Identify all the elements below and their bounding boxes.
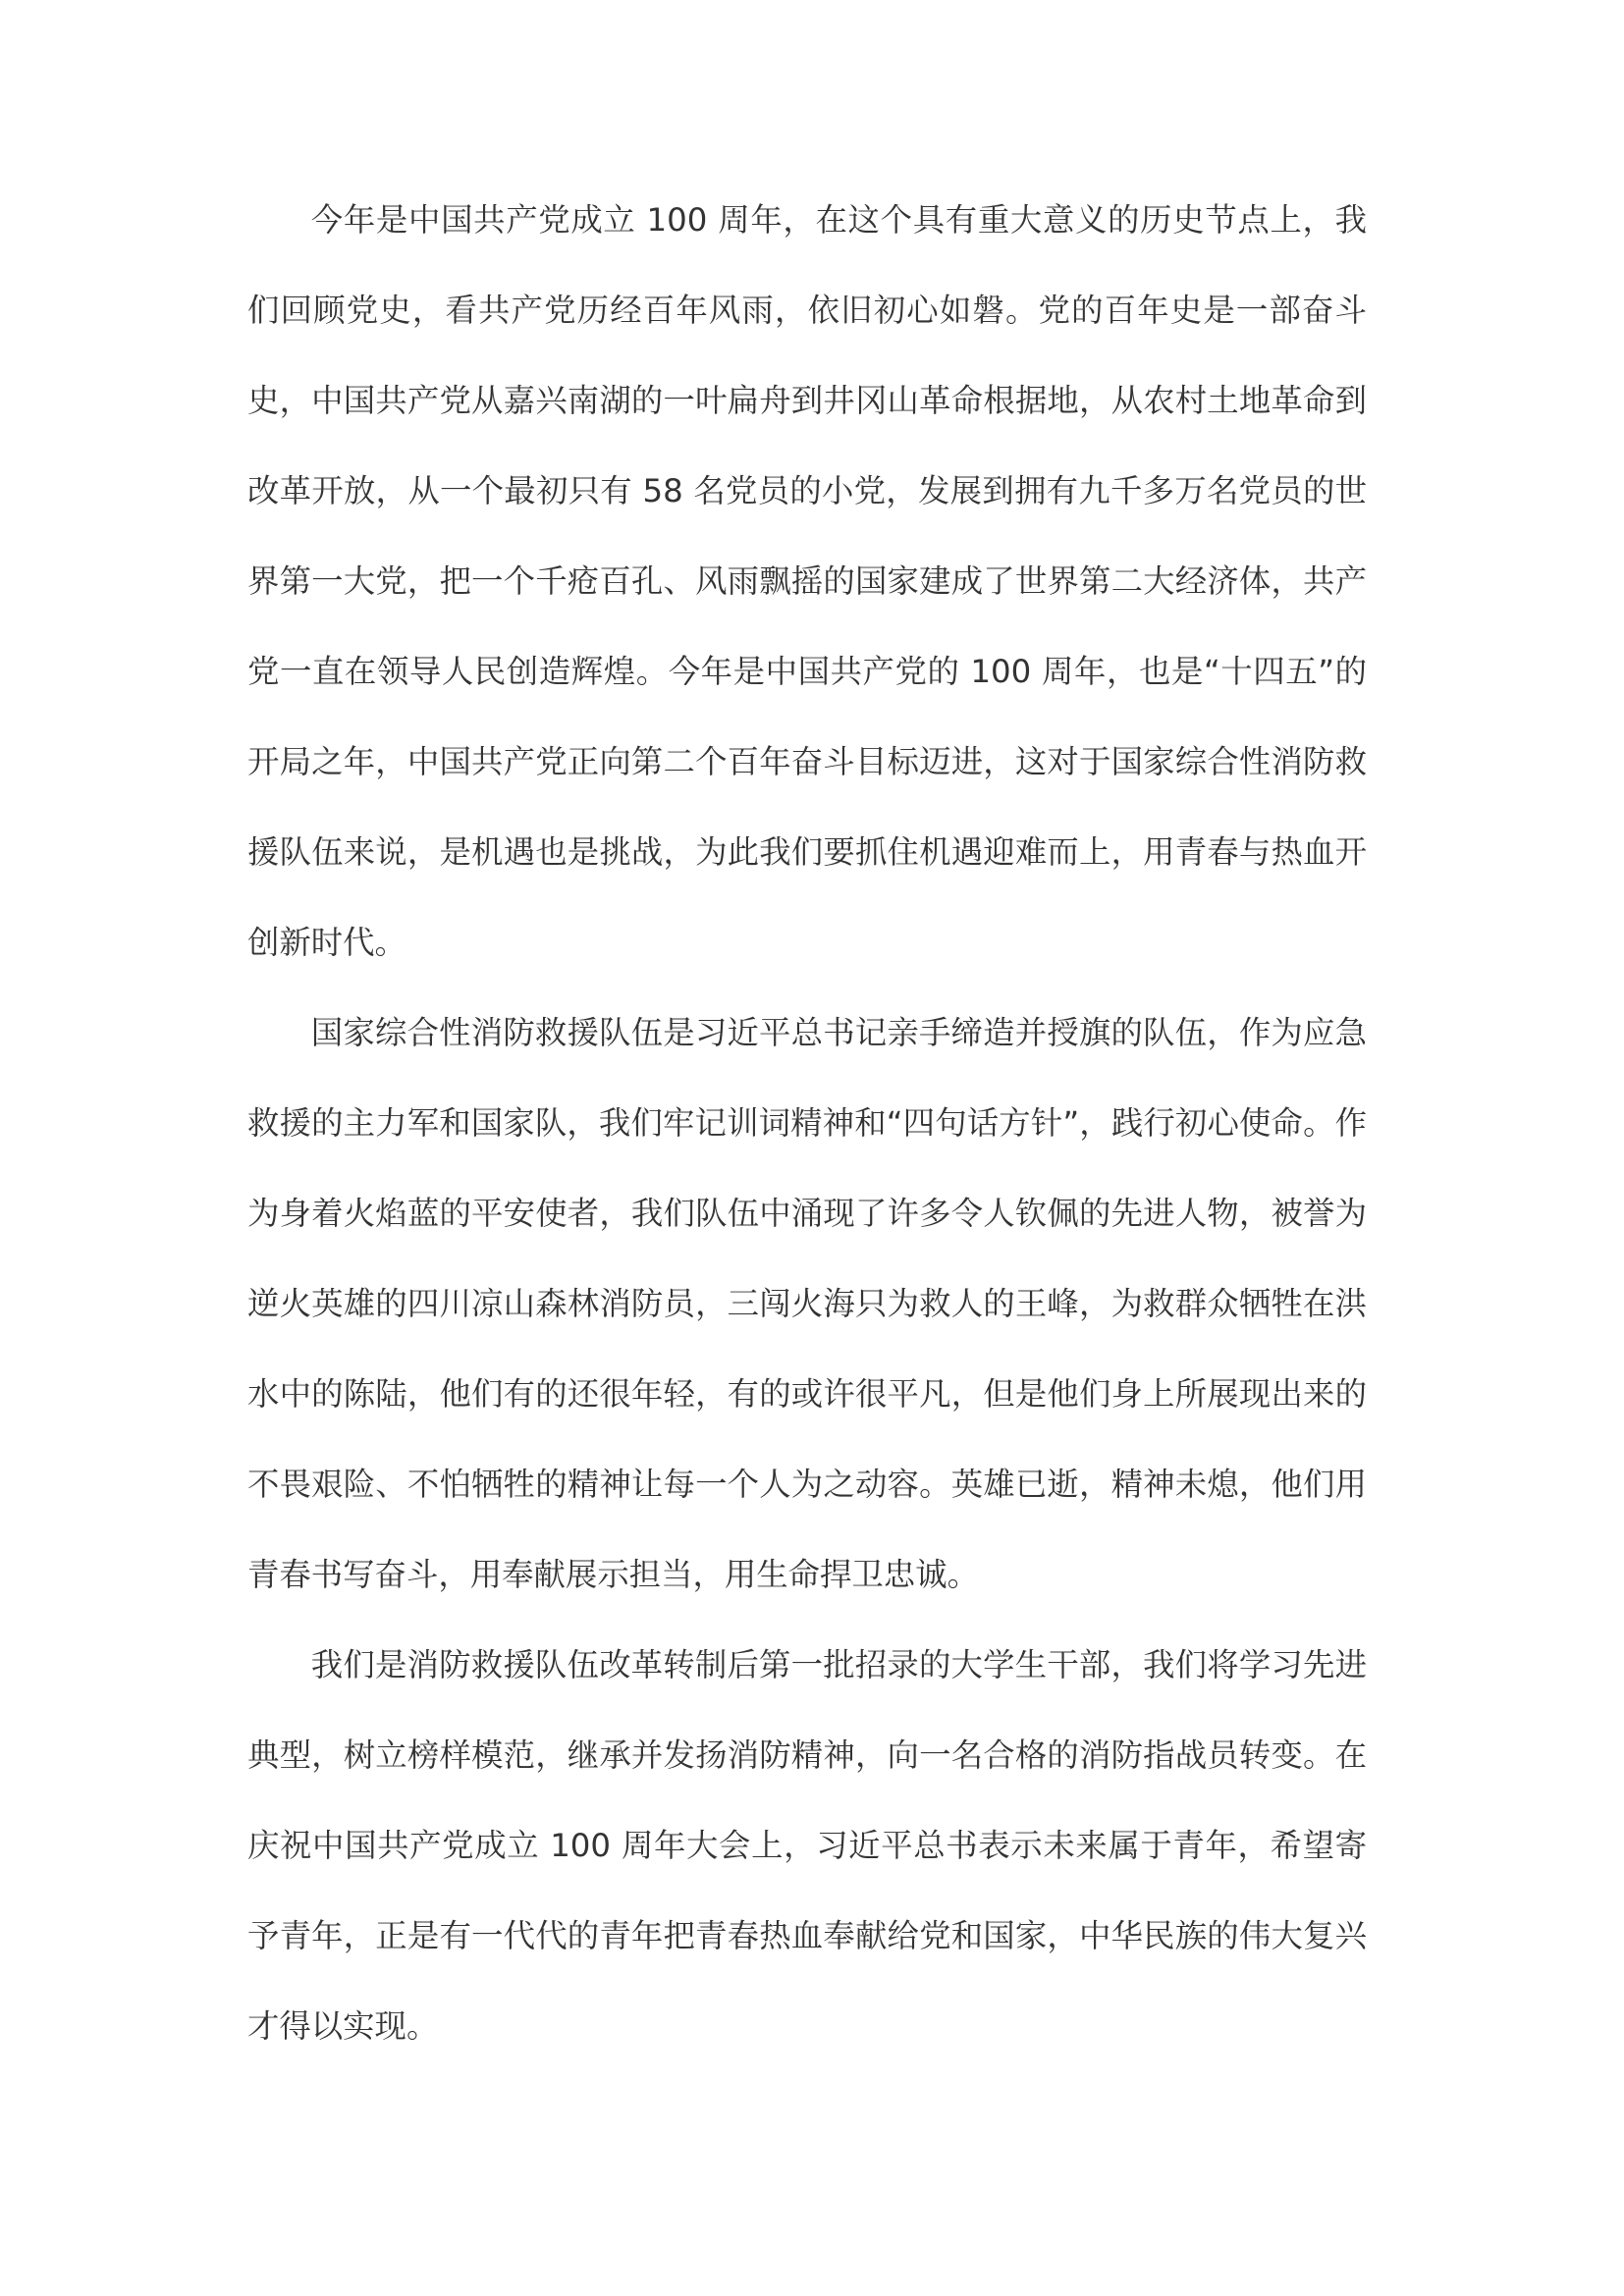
document-body bbox=[247, 175, 1367, 2071]
paragraph-3: 我们是消防救援队伍改革转制后第一批招录的大学生干部，我们将学习先进典型，树立榜样模范，继承并发扬消防精神，向一名合格的消防指战员转变。在庆祝中国共产党成立 100 周年大会上，习近平总书表示未来属于青年，希望寄予青年，正是有一代代的青年把青春热血奉献给党和国家，中华民族的伟大复兴才得以实现。 bbox=[247, 1646, 1367, 2045]
paragraph-1: 今年是中国共产党成立 100 周年，在这个具有重大意义的历史节点上，我们回顾党史，看共产党历经百年风雨，依旧初心如磐。党的百年史是一部奋斗史，中国共产党从嘉兴南湖的一叶扁舟到井冈山革命根据地，从农村土地革命到改革开放，从一个最初只有 58 名党员的小党，发展到拥有九千多万名党员的世界第一大党，把一个千疮百孔、风雨飘摇的国家建成了世界第二大经济体，共产党一直在领导人民创造辉煌。今年是中国共产党的 100 周年，也是“十四五”的开局之年，中国共产党正向第二个百年奋斗目标迈进，这对于国家综合性消防救援队伍来说，是机遇也是挑战，为此我们要抓住机遇迎难而上，用青春与热血开创新时代。 bbox=[247, 201, 1367, 961]
paragraph-2: 国家综合性消防救援队伍是习近平总书记亲手缔造并授旗的队伍，作为应急救援的主力军和国家队，我们牢记训词精神和“四句话方针”，践行初心使命。作为身着火焰蓝的平安使者，我们队伍中涌现了许多令人钦佩的先进人物，被誉为逆火英雄的四川凉山森林消防员，三闯火海只为救人的王峰，为救群众牺牲在洪水中的陈陆，他们有的还很年轻，有的或许很平凡，但是他们身上所展现出来的不畏艰险、不怕牺牲的精神让每一个人为之动容。英雄已逝，精神未熄，他们用青春书写奋斗，用奉献展示担当，用生命捍卫忠诚。 bbox=[247, 1014, 1367, 1593]
